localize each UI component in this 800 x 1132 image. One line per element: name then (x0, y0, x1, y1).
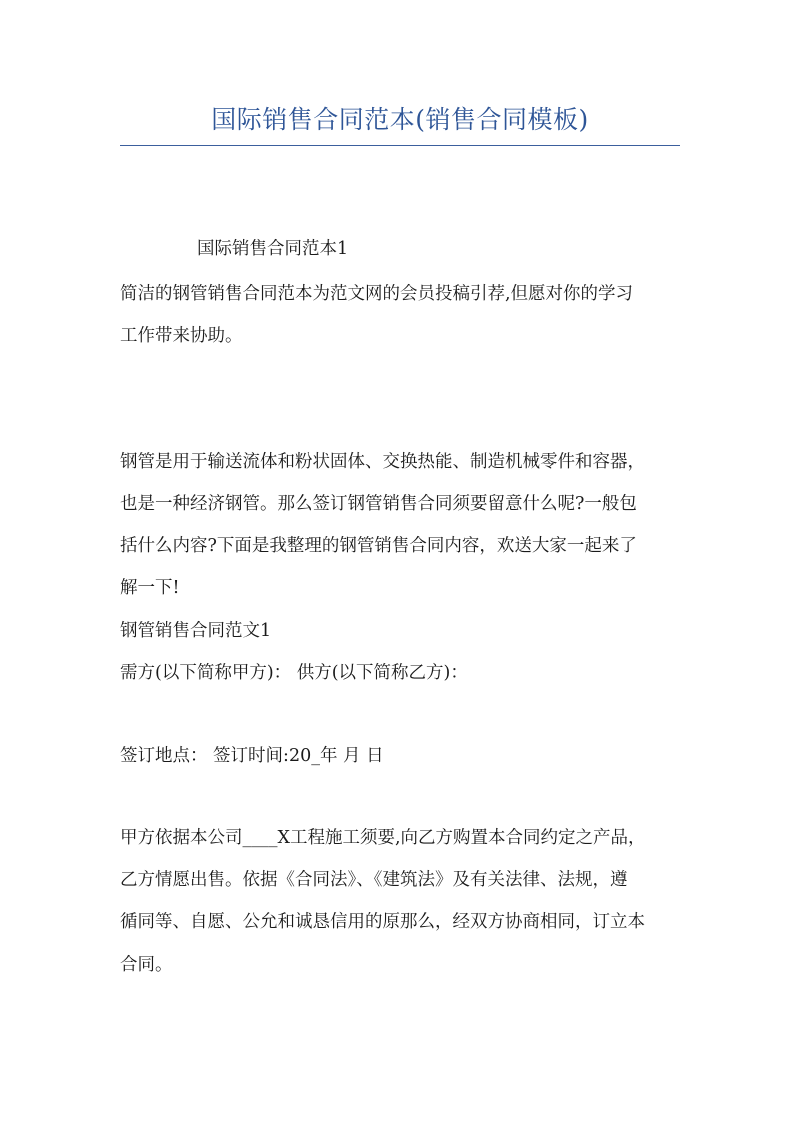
paragraph-line: 工作带来协助。 (120, 326, 243, 346)
paragraph-line: 乙方情愿出售。依据《合同法》、《建筑法》及有关法律、法规，遵 (120, 870, 628, 890)
title-underline (120, 145, 680, 146)
paragraph-line: 也是一种经济钢管。那么签订钢管销售合同须要留意什么呢?一般包 (120, 494, 637, 514)
paragraph-line: 循同等、自愿、公允和诚恳信用的原那么，经双方协商相同，订立本 (120, 912, 645, 932)
paragraph-line: 合同。 (120, 955, 173, 975)
paragraph-line: 钢管是用于输送流体和粉状固体、交换热能、制造机械零件和容器， (120, 452, 645, 472)
paragraph-line: 括什么内容?下面是我整理的钢管销售合同内容，欢送大家一起来了 (120, 536, 637, 556)
document-title: 国际销售合同范本(销售合同模板) (211, 105, 589, 134)
paragraph-line: 甲方依据本公司____X工程施工须要,向乙方购置本合同约定之产品， (120, 828, 646, 848)
paragraph-line: 简洁的钢管销售合同范本为范文网的会员投稿引荐,但愿对你的学习 (120, 284, 634, 304)
section-heading: 国际销售合同范本1 (197, 239, 349, 259)
parties-line: 需方(以下简称甲方)： 供方(以下简称乙方)： (120, 663, 468, 683)
signing-line: 签订地点： 签订时间:20_年 月 日 (120, 746, 384, 766)
contract-heading: 钢管销售合同范文1 (120, 621, 272, 641)
paragraph-line: 解一下! (120, 578, 180, 598)
